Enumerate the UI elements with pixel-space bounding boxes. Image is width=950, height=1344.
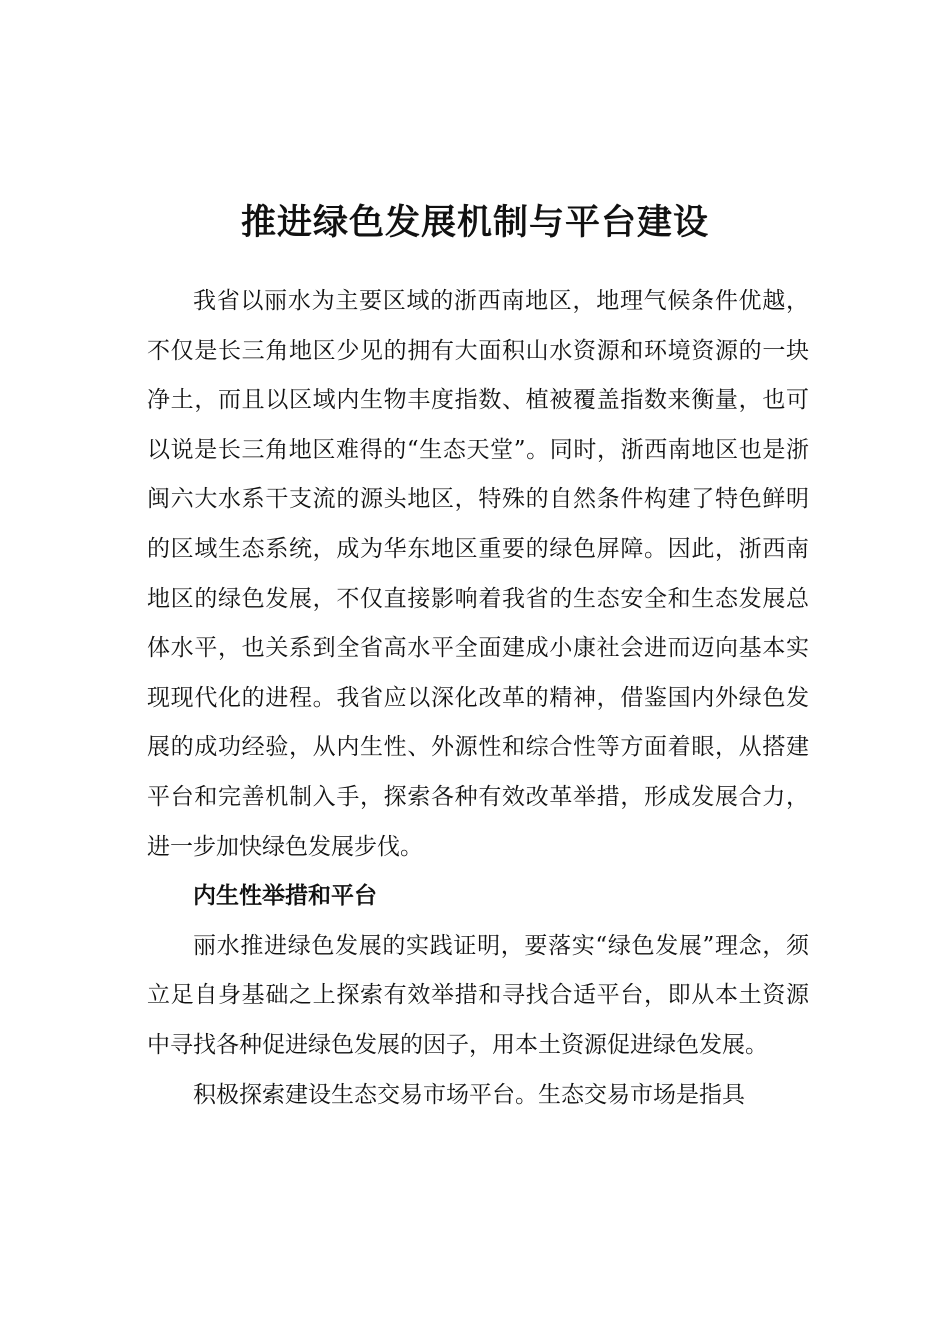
section-heading: 内生性举措和平台 <box>193 883 377 910</box>
document-title: 推进绿色发展机制与平台建设 <box>240 202 709 244</box>
section-paragraph: 积极探索建设生态交易市场平台。生态交易市场是指具 <box>193 1081 745 1108</box>
document-body <box>147 277 809 1120</box>
section-paragraph: 丽水推进绿色发展的实践证明，要落实“绿色发展”理念，须立足自身基础之上探索有效举措和寻找合适平台，即从本土资源中寻找各种促进绿色发展的因子，用本土资源促进绿色发展。 <box>147 932 809 1058</box>
intro-paragraph: 我省以丽水为主要区域的浙西南地区，地理气候条件优越，不仅是长三角地区少见的拥有大面积山水资源和环境资源的一块净土，而且以区域内生物丰度指数、植被覆盖指数来衡量，也可以说是长三角地区难得的“生态天堂”。同时，浙西南地区也是浙闽六大水系干支流的源头地区，特殊的自然条件构建了特色鲜明的区域生态系统，成为华东地区重要的绿色屏障。因此，浙西南地区的绿色发展，不仅直接影响着我省的生态安全和生态发展总体水平，也关系到全省高水平全面建成小康社会进而迈向基本实现现代化的进程。我省应以深化改革的精神，借鉴国内外绿色发展的成功经验，从内生性、外源性和综合性等方面着眼，从搭建平台和完善机制入手，探索各种有效改革举措，形成发展合力，进一步加快绿色发展步伐。 <box>147 288 809 860</box>
